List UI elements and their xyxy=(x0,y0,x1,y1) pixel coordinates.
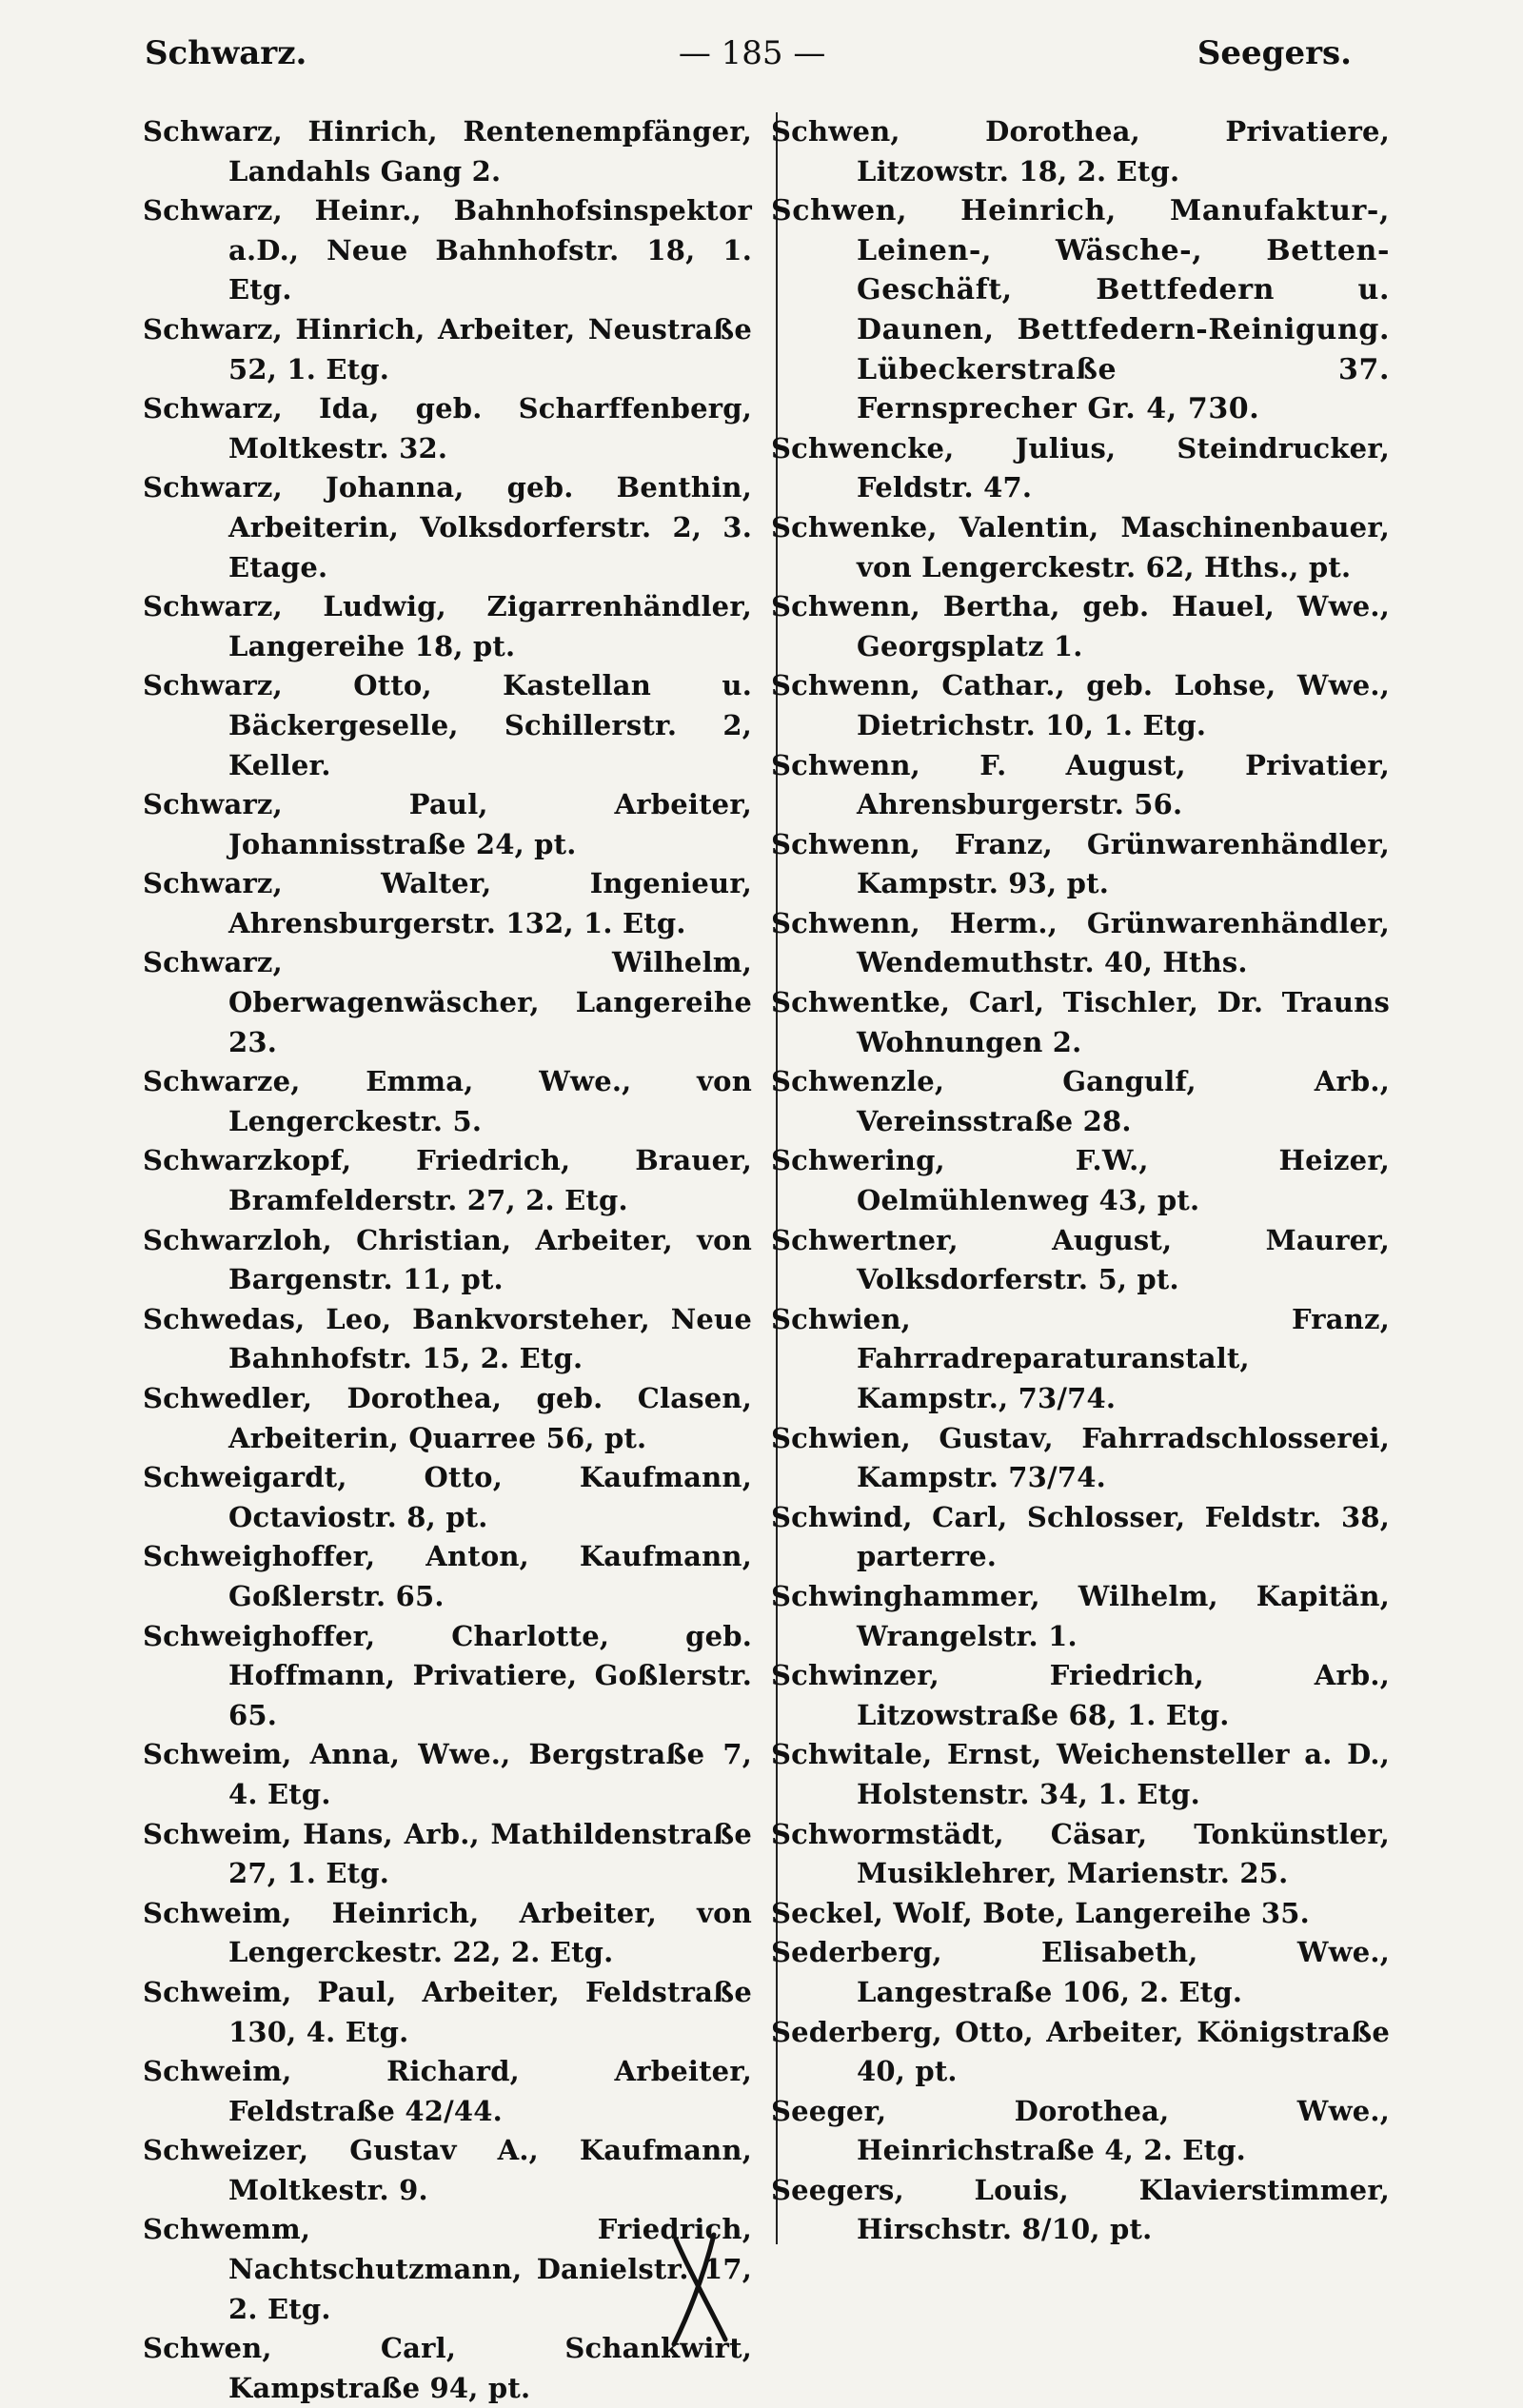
directory-entry: Schwarz, Wilhelm, Oberwagenwäscher, Langereihe 23. xyxy=(143,946,752,1058)
directory-entry: Schwien, Gustav, Fahrradschlosserei, Kampstr. 73/74. xyxy=(771,1421,1390,1494)
directory-entry: Schwenn, Franz, Grünwarenhändler, Kampstr. 93, pt. xyxy=(771,827,1390,900)
directory-entry: Schwarz, Johanna, geb. Benthin, Arbeiterin, Volksdorferstr. 2, 3. Etage. xyxy=(143,471,752,583)
directory-entry: Schweizer, Gustav A., Kaufmann, Moltkestr. 9. xyxy=(143,2134,752,2206)
directory-entry: Schwitale, Ernst, Weichensteller a. D., Holstenstr. 34, 1. Etg. xyxy=(771,1738,1390,1810)
header-right-name: Seegers. xyxy=(1197,34,1352,72)
directory-entry: Schweim, Richard, Arbeiter, Feldstraße 42/44. xyxy=(143,2055,752,2127)
header-left-name: Schwarz. xyxy=(145,34,307,72)
directory-entry: Schwinghammer, Wilhelm, Kapitän, Wrangelstr. 1. xyxy=(771,1579,1390,1652)
directory-entry: Schwedas, Leo, Bankvorsteher, Neue Bahnhofstr. 15, 2. Etg. xyxy=(143,1302,752,1375)
directory-entry: Schwering, F.W., Heizer, Oelmühlenweg 43, pt. xyxy=(771,1144,1390,1217)
directory-entry: Schwarz, Walter, Ingenieur, Ahrensburgerstr. 132, 1. Etg. xyxy=(143,867,752,939)
directory-entry: Schwenzle, Gangulf, Arb., Vereinsstraße 28. xyxy=(771,1065,1390,1137)
directory-entry: Schweighoffer, Anton, Kaufmann, Goßlerstr. 65. xyxy=(143,1540,752,1612)
directory-entry: Schwarzkopf, Friedrich, Brauer, Bramfelderstr. 27, 2. Etg. xyxy=(143,1144,752,1217)
directory-entry: Schwenn, F. August, Privatier, Ahrensburgerstr. 56. xyxy=(771,748,1390,821)
directory-entry: Sederberg, Otto, Arbeiter, Königstraße 40, pt. xyxy=(771,2015,1390,2088)
directory-entry: Schweim, Anna, Wwe., Bergstraße 7, 4. Etg. xyxy=(143,1738,752,1810)
directory-entry: Schwenke, Valentin, Maschinenbauer, von Lengerckestr. 62, Hths., pt. xyxy=(771,510,1390,583)
directory-entry: Schwarz, Hinrich, Rentenempfänger, Landahls Gang 2. xyxy=(143,115,752,188)
directory-entry: Seegers, Louis, Klavierstimmer, Hirschstr. 8/10, pt. xyxy=(771,2173,1390,2246)
directory-entry: Schweim, Paul, Arbeiter, Feldstraße 130, 4. Etg. xyxy=(143,1975,752,2048)
directory-entry: Schwenn, Bertha, geb. Hauel, Wwe., Georgsplatz 1. xyxy=(771,590,1390,662)
left-column xyxy=(143,112,752,2408)
directory-entry: Schwertner, August, Maurer, Volksdorferstr. 5, pt. xyxy=(771,1223,1390,1296)
directory-entry: Schwinzer, Friedrich, Arb., Litzowstraße 68, 1. Etg. xyxy=(771,1659,1390,1731)
directory-entry: Schwarze, Emma, Wwe., von Lengerckestr. 5. xyxy=(143,1065,752,1137)
directory-entry: Schwen, Heinrich, Manufaktur-, Leinen-, Wäsche-, Betten-Geschäft, Bettfedern u. Daunen, Bettfedern-Reinigung. Lübeckerstraße 37. Fernsprecher Gr. 4, 730. xyxy=(771,194,1390,426)
directory-entry: Schwarzloh, Christian, Arbeiter, von Bargenstr. 11, pt. xyxy=(143,1223,752,1296)
page-header xyxy=(145,25,1352,82)
directory-entry: Sederberg, Elisabeth, Wwe., Langestraße 106, 2. Etg. xyxy=(771,1936,1390,2008)
directory-entry: Schwentke, Carl, Tischler, Dr. Trauns Wohnungen 2. xyxy=(771,986,1390,1058)
page-number: — 185 — xyxy=(678,34,826,72)
directory-entry: Schwedler, Dorothea, geb. Clasen, Arbeiterin, Quarree 56, pt. xyxy=(143,1382,752,1454)
directory-entry: Schweim, Hans, Arb., Mathildenstraße 27, 1. Etg. xyxy=(143,1817,752,1890)
directory-entry: Schwormstädt, Cäsar, Tonkünstler, Musiklehrer, Marienstr. 25. xyxy=(771,1817,1390,1890)
directory-entry: Schwemm, Friedrich, Nachtschutzmann, Danielstr. 17, 2. Etg. xyxy=(143,2213,752,2325)
directory-entry: Schwind, Carl, Schlosser, Feldstr. 38, parterre. xyxy=(771,1500,1390,1573)
directory-entry: Schwen, Dorothea, Privatiere, Litzowstr. 18, 2. Etg. xyxy=(771,115,1390,188)
directory-entry: Schwencke, Julius, Steindrucker, Feldstr. 47. xyxy=(771,431,1390,504)
directory-entry: Schwarz, Hinrich, Arbeiter, Neustraße 52, 1. Etg. xyxy=(143,312,752,385)
directory-entry: Seeger, Dorothea, Wwe., Heinrichstraße 4, 2. Etg. xyxy=(771,2094,1390,2167)
directory-entry: Schwarz, Paul, Arbeiter, Johannisstraße 24, pt. xyxy=(143,788,752,860)
directory-entry: Schwarz, Ludwig, Zigarrenhändler, Langereihe 18, pt. xyxy=(143,590,752,662)
directory-entry: Schwenn, Herm., Grünwarenhändler, Wendemuthstr. 40, Hths. xyxy=(771,906,1390,979)
directory-entry: Schweigardt, Otto, Kaufmann, Octaviostr. 8, pt. xyxy=(143,1461,752,1533)
directory-entry: Schwarz, Otto, Kastellan u. Bäckergeselle, Schillerstr. 2, Keller. xyxy=(143,669,752,781)
directory-entry: Schweighoffer, Charlotte, geb. Hoffmann, Privatiere, Goßlerstr. 65. xyxy=(143,1619,752,1731)
directory-entry: Schwien, Franz, Fahrradreparaturanstalt, Kampstr., 73/74. xyxy=(771,1302,1390,1414)
right-column xyxy=(771,112,1390,2250)
directory-entry: Schweim, Heinrich, Arbeiter, von Lengerckestr. 22, 2. Etg. xyxy=(143,1896,752,1969)
directory-entry: Seckel, Wolf, Bote, Langereihe 35. xyxy=(771,1896,1310,1929)
directory-entry: Schwen, Carl, Schankwirt, Kampstraße 94, pt. xyxy=(143,2332,752,2404)
directory-entry: Schwenn, Cathar., geb. Lohse, Wwe., Dietrichstr. 10, 1. Etg. xyxy=(771,669,1390,741)
directory-entry: Schwarz, Heinr., Bahnhofsinspektor a.D., Neue Bahnhofstr. 18, 1. Etg. xyxy=(143,194,752,306)
directory-entry: Schwarz, Ida, geb. Scharffenberg, Moltkestr. 32. xyxy=(143,392,752,464)
handwritten-mark-icon xyxy=(657,2225,742,2349)
